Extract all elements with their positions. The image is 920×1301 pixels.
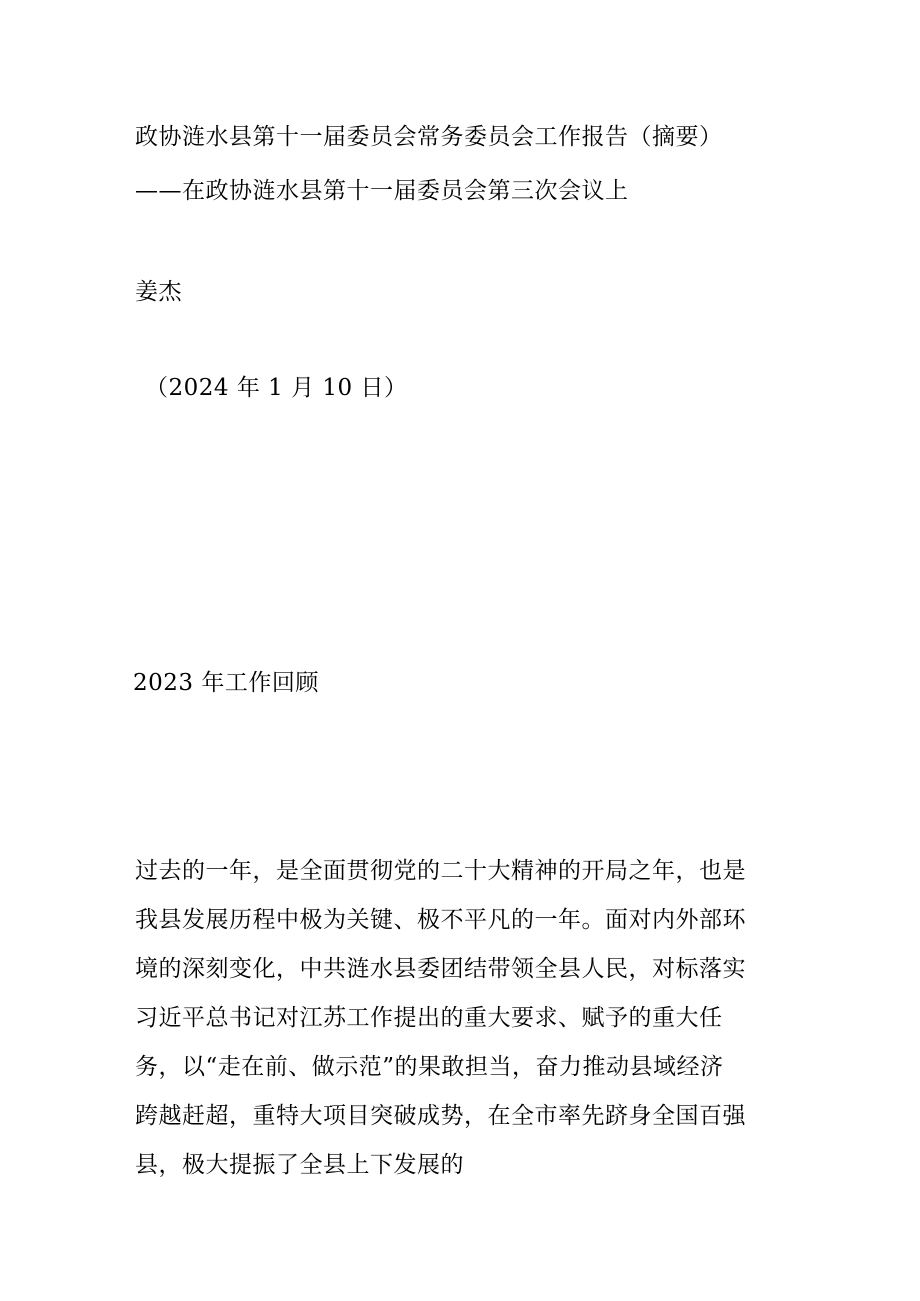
paragraph-line: 境的深刻变化，中共涟水县委团结带领全县人民，对标落实 — [135, 956, 746, 982]
author-name: 姜杰 — [135, 279, 182, 305]
paragraph-line: 习近平总书记对江苏工作提出的重大要求、赋予的重大任 — [135, 1005, 723, 1031]
paragraph-line: 务，以“走在前、做示范”的果敢担当，奋力推动县域经济 — [135, 1054, 724, 1080]
paragraph-line: 我县发展历程中极为关键、极不平凡的一年。面对内外部环 — [135, 907, 746, 933]
report-date: （2024 年 1 月 10 日） — [145, 375, 408, 401]
body-paragraph — [135, 855, 795, 1198]
document-title: 政协涟水县第十一届委员会常务委员会工作报告（摘要） — [135, 124, 723, 150]
paragraph-line: 县，极大提振了全县上下发展的 — [135, 1152, 464, 1178]
document-subtitle: ——在政协涟水县第十一届委员会第三次会议上 — [135, 178, 629, 204]
paragraph-line: 过去的一年，是全面贯彻党的二十大精神的开局之年，也是 — [135, 858, 746, 884]
section-heading: 2023 年工作回顾 — [133, 670, 319, 696]
paragraph-line: 跨越赶超，重特大项目突破成势，在全市率先跻身全国百强 — [135, 1103, 746, 1129]
